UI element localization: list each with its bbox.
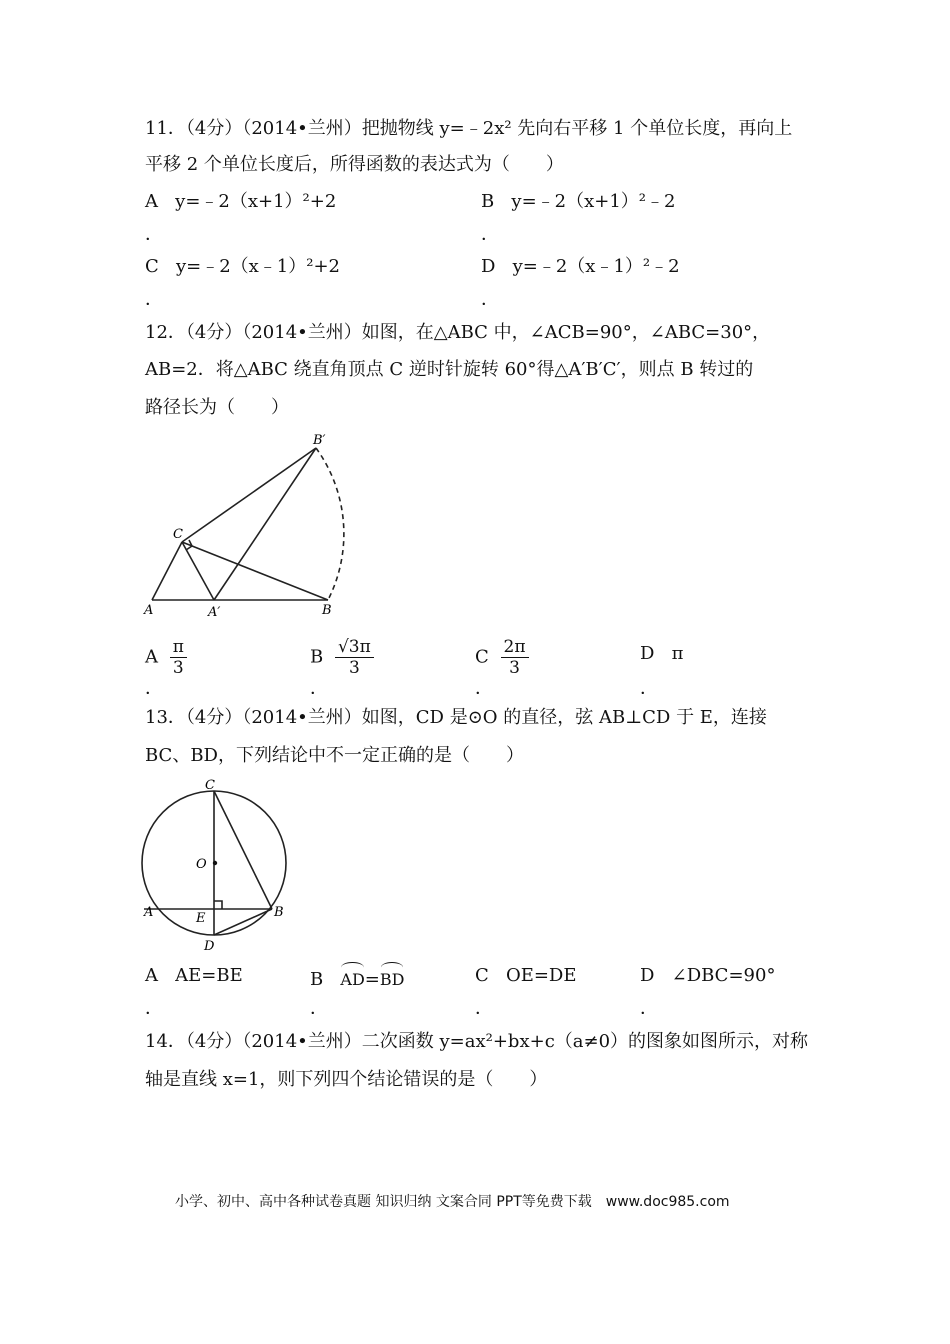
option-text: OE=DE bbox=[505, 965, 577, 986]
option-text: y=﹣2（x﹣1）²+2 bbox=[175, 256, 341, 277]
q12-option-b[interactable] bbox=[310, 637, 374, 678]
option-dot: ． bbox=[475, 998, 493, 1019]
option-dot: ． bbox=[481, 224, 499, 245]
label-b: B bbox=[322, 603, 332, 618]
equals-sign: = bbox=[364, 969, 380, 990]
label-a-prime: A′ bbox=[208, 605, 221, 620]
label-c: C bbox=[173, 527, 183, 542]
q13-option-d[interactable] bbox=[640, 964, 775, 988]
option-text: AE=BE bbox=[175, 965, 243, 986]
option-dot: ． bbox=[310, 998, 328, 1019]
option-dot: ． bbox=[145, 998, 163, 1019]
fraction-denominator: 3 bbox=[509, 658, 520, 678]
label-e: E bbox=[196, 911, 206, 926]
label-b: B bbox=[274, 905, 284, 920]
option-letter: D bbox=[640, 965, 655, 986]
option-dot: ． bbox=[310, 678, 328, 699]
option-dot: ． bbox=[475, 678, 493, 699]
option-dot: ． bbox=[640, 678, 658, 699]
q12-option-a[interactable] bbox=[145, 637, 187, 678]
q11-option-b[interactable] bbox=[481, 190, 675, 214]
fraction-numerator: π bbox=[170, 637, 187, 658]
label-c: C bbox=[205, 778, 215, 793]
label-a: A bbox=[144, 905, 154, 920]
option-letter: B bbox=[310, 646, 324, 668]
label-d: D bbox=[204, 939, 215, 954]
option-letter: D bbox=[481, 256, 496, 277]
q11-stem-line2: 平移 2 个单位长度后，所得函数的表达式为（ ） bbox=[145, 154, 564, 175]
q12-option-d[interactable] bbox=[640, 642, 683, 666]
option-letter: A bbox=[145, 191, 158, 212]
q11-stem-line1: 11．（4分）（2014•兰州）把抛物线 y=﹣2x² 先向右平移 1 个单位长度，再向上 bbox=[145, 118, 793, 139]
option-dot: ． bbox=[481, 289, 499, 310]
fraction-numerator: √3π bbox=[335, 637, 374, 658]
label-o: O bbox=[196, 857, 207, 872]
q12-stem-line1: 12．（4分）（2014•兰州）如图，在△ABC 中，∠ACB=90°，∠ABC=30°， bbox=[145, 322, 771, 343]
q14-stem-line1: 14．（4分）（2014•兰州）二次函数 y=ax²+bx+c（a≠0）的图象如图所示，对称 bbox=[145, 1031, 809, 1052]
option-dot: ． bbox=[145, 678, 163, 699]
q13-option-b[interactable] bbox=[310, 962, 404, 992]
option-text: π bbox=[671, 643, 684, 664]
option-text: y=﹣2（x﹣1）²﹣2 bbox=[512, 256, 680, 277]
fraction-denominator: 3 bbox=[172, 658, 184, 678]
q13-stem-line1: 13．（4分）（2014•兰州）如图，CD 是⊙O 的直径，弦 AB⊥CD 于 E，连接 bbox=[145, 707, 767, 728]
q12-rotation-figure bbox=[140, 430, 380, 620]
arc-ad: AD bbox=[340, 962, 364, 992]
option-letter: A bbox=[145, 646, 158, 668]
option-letter: A bbox=[145, 965, 158, 986]
q13-option-a[interactable] bbox=[145, 964, 243, 988]
option-letter: C bbox=[475, 965, 489, 986]
option-letter: B bbox=[481, 191, 495, 212]
option-letter: D bbox=[640, 643, 655, 664]
option-text: y=﹣2（x+1）²+2 bbox=[175, 191, 337, 212]
fraction-denominator: 3 bbox=[348, 658, 360, 678]
option-letter: B bbox=[310, 969, 324, 990]
page-footer: 小学、初中、高中各种试卷真题 知识归纳 文案合同 PPT等免费下载 www.doc985.com bbox=[175, 1194, 730, 1210]
fraction bbox=[335, 637, 374, 678]
fraction bbox=[170, 637, 187, 678]
option-dot: ． bbox=[640, 998, 658, 1019]
label-a: A bbox=[144, 603, 154, 618]
q14-stem-line2: 轴是直线 x=1，则下列四个结论错误的是（ ） bbox=[145, 1069, 548, 1090]
option-letter: C bbox=[475, 646, 489, 668]
label-b-prime: B′ bbox=[313, 433, 326, 448]
arc-bd: BD bbox=[380, 962, 405, 992]
q11-option-d[interactable] bbox=[481, 255, 680, 279]
q11-option-c[interactable] bbox=[145, 255, 340, 279]
q13-circle-figure bbox=[138, 776, 298, 956]
q12-stem-line2: AB=2．将△ABC 绕直角顶点 C 逆时针旋转 60°得△A′B′C′，则点 B 转过的 bbox=[145, 359, 754, 380]
q12-stem-line3: 路径长为（ ） bbox=[145, 397, 289, 418]
option-dot: ． bbox=[145, 224, 163, 245]
option-letter: C bbox=[145, 256, 159, 277]
option-dot: ． bbox=[145, 289, 163, 310]
q12-option-c[interactable] bbox=[475, 637, 529, 678]
q11-option-a[interactable] bbox=[145, 190, 336, 214]
option-text: ∠DBC=90° bbox=[671, 965, 776, 986]
option-text: y=﹣2（x+1）²﹣2 bbox=[511, 191, 676, 212]
fraction bbox=[501, 637, 529, 678]
q13-stem-line2: BC、BD，下列结论中不一定正确的是（ ） bbox=[145, 745, 524, 766]
fraction-numerator: 2π bbox=[501, 637, 529, 658]
q13-option-c[interactable] bbox=[475, 964, 577, 988]
